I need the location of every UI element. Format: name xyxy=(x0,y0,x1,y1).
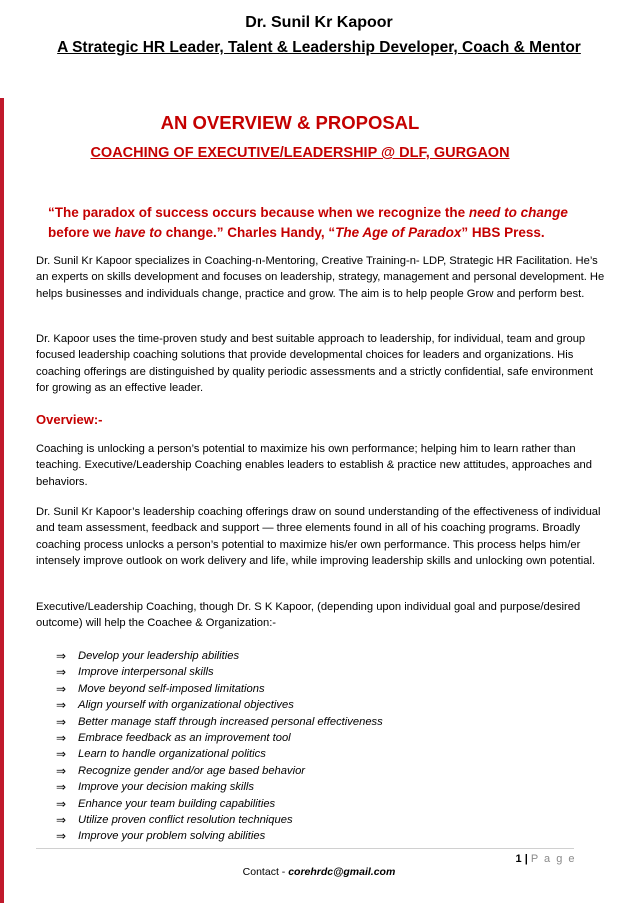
list-item-text: Learn to handle organizational politics xyxy=(78,748,266,761)
document-title: AN OVERVIEW & PROPOSAL xyxy=(160,112,420,133)
list-item-text: Align yourself with organizational objectives xyxy=(78,699,294,712)
page-separator: | xyxy=(524,853,528,865)
list-item-text: Embrace feedback as an improvement tool xyxy=(78,732,291,745)
footer-contact xyxy=(0,866,638,878)
page-number xyxy=(516,853,577,865)
page-word: P a g e xyxy=(530,853,576,865)
benefits-intro-paragraph: Executive/Leadership Coaching, though Dr. S K Kapoor, (depending upon individual goal and purpose/desired outcome) will help the Coachee & Organization:- xyxy=(36,601,581,630)
quote-part: “The paradox of success occurs because when we recognize the xyxy=(48,205,469,220)
arrow-icon: ⇒ xyxy=(56,747,67,762)
arrow-icon: ⇒ xyxy=(56,796,67,811)
list-item-text: Recognize gender and/or age based behavior xyxy=(78,764,306,777)
list-item xyxy=(56,664,383,680)
arrow-icon: ⇒ xyxy=(56,681,67,696)
arrow-icon: ⇒ xyxy=(56,731,67,746)
benefits-list xyxy=(56,648,383,845)
list-item xyxy=(56,796,383,812)
list-item xyxy=(56,828,383,844)
list-item xyxy=(56,697,383,713)
approach-paragraph: Dr. Kapoor uses the time-proven study and best suitable approach to leadership, for individual, team and group focused leadership coaching solutions that provide developmental choices for leaders and organizations. His coaching offerings are distinguished by quality periodic assessments and a strictly confidential, safe environment for growing as an effective leader. xyxy=(36,333,593,395)
document-subtitle: COACHING OF EXECUTIVE/LEADERSHIP @ DLF, GURGAON xyxy=(90,145,510,161)
footer-divider xyxy=(36,848,574,849)
list-item xyxy=(56,648,383,664)
arrow-icon: ⇒ xyxy=(56,813,67,828)
arrow-icon: ⇒ xyxy=(56,763,67,778)
quote-emphasis: need to change xyxy=(468,205,568,220)
list-item xyxy=(56,681,383,697)
list-item-text: Move beyond self-imposed limitations xyxy=(78,682,265,695)
left-accent-bar xyxy=(0,98,4,903)
epigraph-quote xyxy=(48,203,608,243)
list-item xyxy=(56,779,383,795)
contact-email[interactable]: corehrdc@gmail.com xyxy=(288,866,396,878)
author-name: Dr. Sunil Kr Kapoor xyxy=(245,14,393,31)
author-tagline: A Strategic HR Leader, Talent & Leadership Developer, Coach & Mentor xyxy=(57,39,581,56)
list-item-text: Utilize proven conflict resolution techniques xyxy=(78,814,293,827)
list-item xyxy=(56,746,383,762)
quote-part: ” HBS Press. xyxy=(461,225,545,240)
list-item xyxy=(56,714,383,730)
arrow-icon: ⇒ xyxy=(56,649,67,663)
list-item-text: Develop your leadership abilities xyxy=(78,650,240,662)
list-item-text: Improve interpersonal skills xyxy=(78,666,214,679)
arrow-icon: ⇒ xyxy=(56,714,67,729)
list-item xyxy=(56,730,383,746)
list-item-text: Better manage staff through increased personal effectiveness xyxy=(78,715,383,728)
arrow-icon: ⇒ xyxy=(56,665,67,680)
arrow-icon: ⇒ xyxy=(56,780,67,795)
arrow-icon: ⇒ xyxy=(56,829,67,844)
contact-label: Contact - xyxy=(242,866,289,878)
coaching-definition-paragraph: Coaching is unlocking a person’s potential to maximize his own performance; helping him to learn rather than teaching. Executive/Leadership Coaching enables leaders to establish & practice new attitudes, approaches and behaviors. xyxy=(36,443,592,488)
list-item-text: Enhance your team building capabilities xyxy=(78,797,276,810)
arrow-icon: ⇒ xyxy=(56,698,67,713)
quote-emphasis: have to xyxy=(114,225,163,240)
quote-part: change.” Charles Handy, “ xyxy=(162,225,336,240)
offerings-paragraph: Dr. Sunil Kr Kapoor’s leadership coaching offerings draw on sound understanding of the effectiveness of individual and team assessment, feedback and support — three elements found in all of his coaching programs. Broadly coaching process unlocks a person’s potential to maximize his/er own performance. This process helps him/er intensely improve outlook on work delivery and life, while improving leadership skills and unlocking own potential. xyxy=(36,506,601,568)
list-item xyxy=(56,812,383,828)
page-number-value: 1 xyxy=(515,853,522,865)
quote-emphasis: The Age of Paradox xyxy=(335,225,462,240)
list-item-text: Improve your problem solving abilities xyxy=(78,830,266,843)
overview-heading: Overview:- xyxy=(36,412,103,427)
list-item xyxy=(56,763,383,779)
list-item-text: Improve your decision making skills xyxy=(78,781,254,794)
quote-part: before we xyxy=(48,225,115,240)
intro-paragraph: Dr. Sunil Kr Kapoor specializes in Coaching-n-Mentoring, Creative Training-n- LDP, Strategic HR Facilitation. He’s an experts on skills development and focuses on leadership, strategy, management and personal development. He helps businesses and individuals change, practice and grow. The aim is to help people Grow and perform best. xyxy=(36,255,605,300)
